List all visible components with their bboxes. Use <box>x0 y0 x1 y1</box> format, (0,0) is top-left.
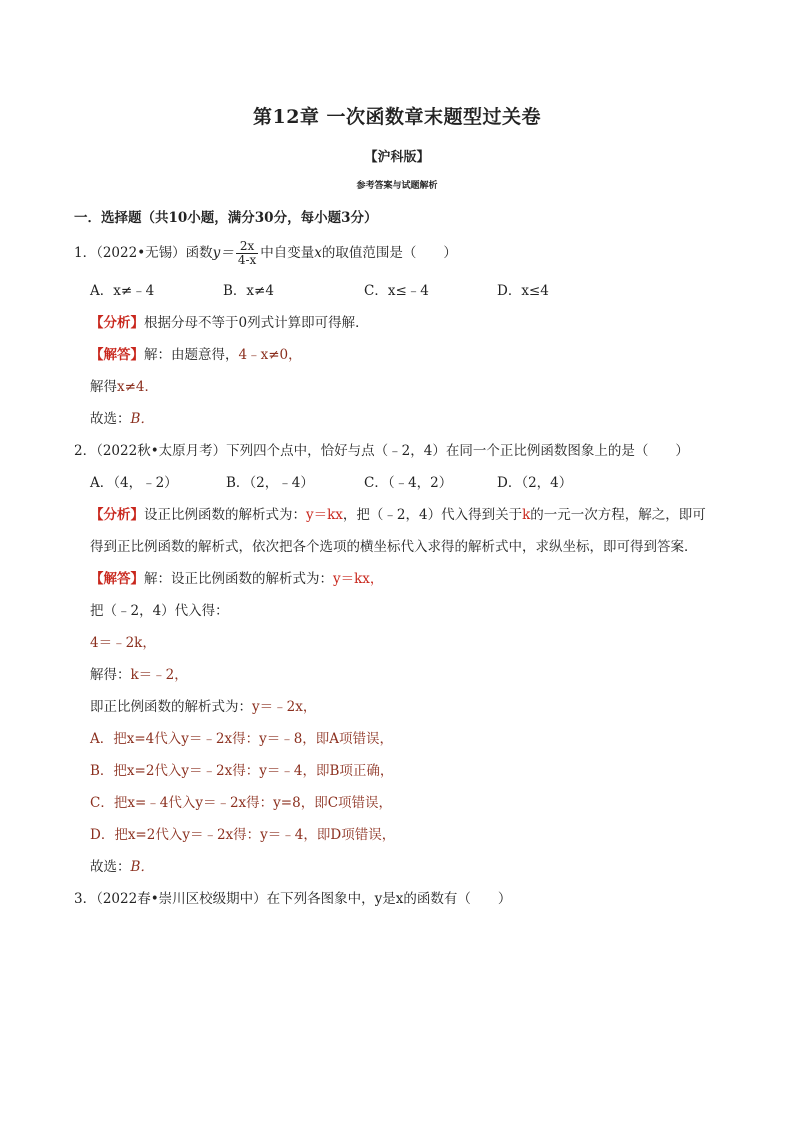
q2-check-d: D．把x=2代入y＝﹣2x得：y＝﹣4，即D项错误， <box>90 827 396 843</box>
q1-answer-expr: 4﹣x≠0， <box>238 347 302 363</box>
q1-prefix: 1．（2022•无锡）函数 <box>74 245 213 261</box>
page-title: 第12章 一次函数章末题型过关卷 <box>252 106 542 128</box>
q2-result <box>90 697 316 717</box>
q1-var: x <box>314 245 322 261</box>
q2-solve-lead: 解得： <box>90 667 131 683</box>
q2-equation: 4＝﹣2k， <box>90 635 156 651</box>
q2-analysis-line-1 <box>90 505 706 525</box>
q1-answer <box>90 345 302 365</box>
q2-substitute: 把（﹣2，4）代入得： <box>90 603 229 619</box>
q1-analysis-text: 根据分母不等于0列式计算即可得解． <box>144 315 369 331</box>
q2-choose-val: B． <box>130 859 154 875</box>
q2-analysis-c: ，把（﹣2，4）代入得到关于 <box>342 507 523 523</box>
q2-check-b: B．把x=2代入y＝﹣2x得：y＝﹣4，即B项正确， <box>90 763 394 779</box>
q2-option-c: C．（﹣4，2） <box>364 475 453 491</box>
q2-analysis-d: k <box>522 507 531 523</box>
q2-answer <box>90 569 383 589</box>
q2-analysis-a: 设正比例函数的解析式为： <box>144 507 306 523</box>
answer-subtitle: 参考答案与试题解析 <box>356 181 438 191</box>
q2-option-d: D．（2，4） <box>497 475 573 491</box>
q1-solve <box>90 377 158 397</box>
q2-answer-a: 解：设正比例函数的解析式为： <box>144 571 333 587</box>
q1-suffix: 中自变量 <box>260 245 315 261</box>
q1-option-c: C．x≤﹣4 <box>364 283 429 299</box>
q2-check-c: C．把x=﹣4代入y＝﹣2x得：y=8，即C项错误， <box>90 795 393 811</box>
q2-check-a: A．把x=4代入y＝﹣2x得：y＝﹣8，即A项错误， <box>90 731 394 747</box>
q2-solve-expr: k＝﹣2， <box>130 667 188 683</box>
q2-analysis-tag: 【分析】 <box>90 507 144 523</box>
q1-solve-lead: 解得 <box>90 379 117 395</box>
q2-choose <box>90 857 154 877</box>
q2-analysis-line-2: 得到正比例函数的解析式，依次把各个选项的横坐标代入求得的解析式中，求纵坐标，即可得到答案． <box>90 539 698 555</box>
q2-solve <box>90 665 188 685</box>
q1-y-eq: y＝ <box>212 245 234 261</box>
q1-fraction <box>236 240 258 267</box>
question-2-stem: 2．（2022秋•太原月考）下列四个点中，恰好与点（﹣2，4）在同一个正比例函数图象上的是（ ） <box>74 443 689 459</box>
q2-analysis-e: 的一元一次方程，解之，即可 <box>530 507 706 523</box>
q1-analysis-tag: 【分析】 <box>90 315 144 331</box>
q2-option-a: A．（4，﹣2） <box>90 475 178 491</box>
edition-label: 【沪科版】 <box>364 150 430 165</box>
q2-option-b: B．（2，﹣4） <box>226 475 314 491</box>
q1-option-b: B．x≠4 <box>223 283 274 299</box>
q2-answer-tag: 【解答】 <box>90 571 144 587</box>
q1-solve-expr: x≠4． <box>117 379 159 395</box>
q1-option-a: A．x≠﹣4 <box>90 283 155 299</box>
q1-answer-lead: 解：由题意得， <box>144 347 239 363</box>
q2-choose-lead: 故选： <box>90 859 131 875</box>
q1-choose-lead: 故选： <box>90 411 131 427</box>
q2-analysis-b: y＝kx <box>306 507 343 523</box>
q1-choose-val: B． <box>130 411 154 427</box>
q1-option-d: D．x≤4 <box>497 283 549 299</box>
q1-end: 的取值范围是（ ） <box>321 245 457 261</box>
question-3-stem: 3．（2022春•崇川区校级期中）在下列各图象中，y是x的函数有（ ） <box>74 891 512 907</box>
q1-frac-den: 4-x <box>237 253 257 267</box>
q1-frac-num: 2x <box>236 240 258 254</box>
question-1-stem <box>74 240 457 267</box>
q2-result-expr: y＝﹣2x， <box>252 699 317 715</box>
section-heading: 一．选择题（共10小题，满分30分，每小题3分） <box>74 210 378 226</box>
q1-choose <box>90 409 154 429</box>
q2-result-lead: 即正比例函数的解析式为： <box>90 699 252 715</box>
q1-analysis <box>90 313 369 333</box>
q1-answer-tag: 【解答】 <box>90 347 144 363</box>
q2-answer-b: y＝kx， <box>333 571 384 587</box>
